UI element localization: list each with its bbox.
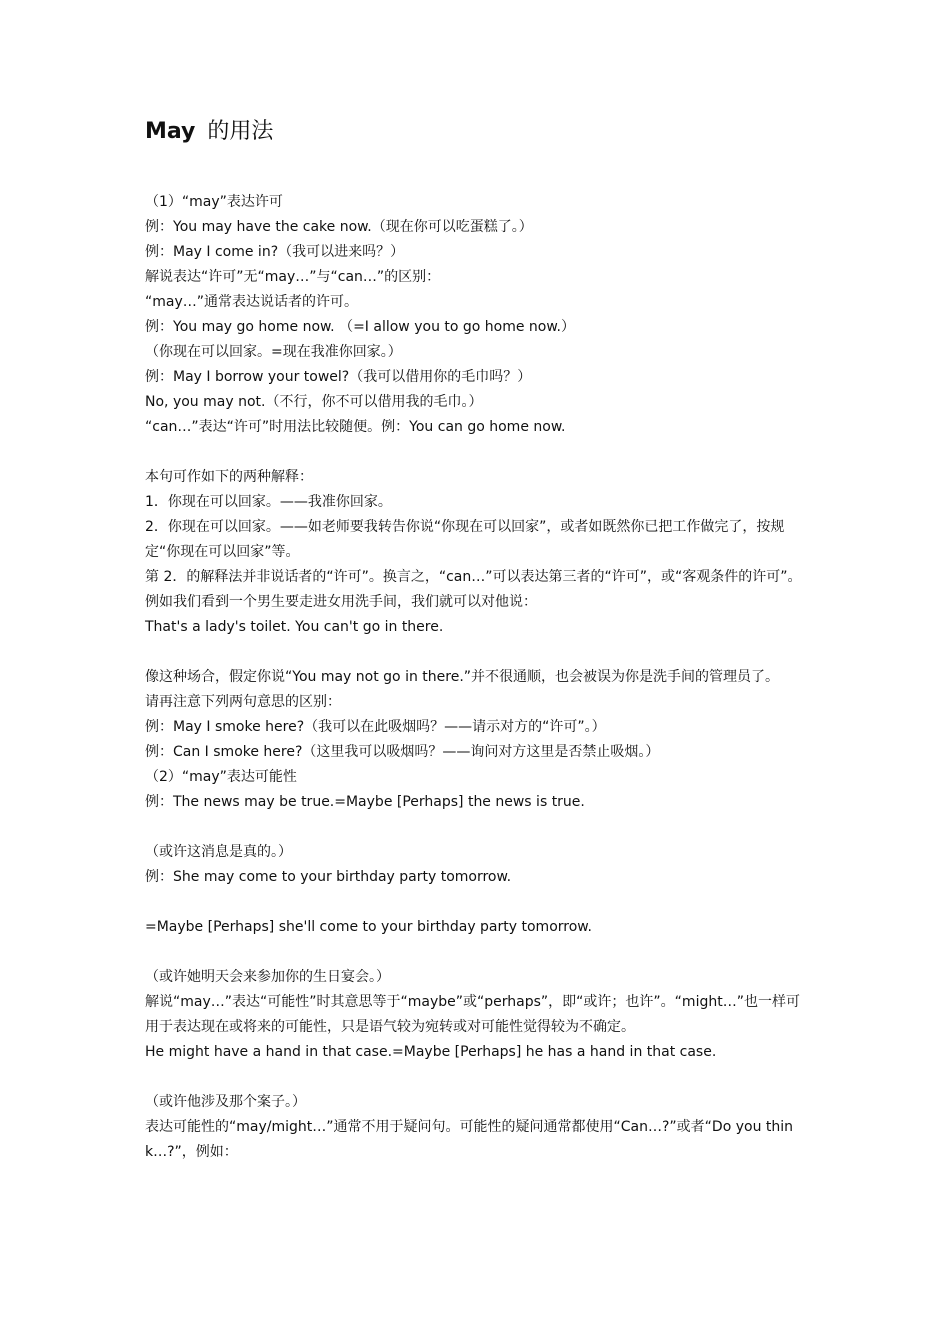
paragraph-line: 例：She may come to your birthday party tomorrow. [145, 869, 512, 885]
paragraph-line: 本句可作如下的两种解释： [145, 469, 313, 485]
paragraph-line: （或许她明天会来参加你的生日宴会。） [145, 969, 390, 985]
blank-line [145, 815, 810, 840]
paragraph-line: 2．你现在可以回家。——如老师要我转告你说“你现在可以回家”，或者如既然你已把工作做完了，按规定“你现在可以回家”等。 [145, 519, 785, 560]
paragraph-line: 例：You may go home now. （=I allow you to go home now.） [145, 319, 575, 335]
paragraph-line: 例：May I come in?（我可以进来吗？） [145, 244, 405, 260]
title-english: May [145, 119, 196, 144]
paragraph-line: 表达可能性的“may/might…”通常不用于疑问句。可能性的疑问通常都使用“Can…?”或者“Do you think…?”，例如： [145, 1119, 794, 1160]
paragraph-line: No, you may not.（不行，你不可以借用我的毛巾。） [145, 394, 483, 410]
document-page [145, 112, 810, 1165]
blank-line [145, 640, 810, 665]
paragraph-line: 例：May I smoke here?（我可以在此吸烟吗？——请示对方的“许可”。） [145, 719, 606, 735]
paragraph-line: 解说表达“许可”无“may…”与“can…”的区别： [145, 269, 441, 285]
paragraph-line: “may…”通常表达说话者的许可。 [145, 294, 359, 310]
blank-line [145, 940, 810, 965]
paragraph-line: 例：You may have the cake now.（现在你可以吃蛋糕了。） [145, 219, 533, 235]
paragraph-line: =Maybe [Perhaps] she'll come to your birthday party tomorrow. [145, 919, 592, 935]
paragraph-line: He might have a hand in that case.=Maybe [Perhaps] he has a hand in that case. [145, 1044, 717, 1060]
paragraph-line: 例：The news may be true.=Maybe [Perhaps] the news is true. [145, 794, 585, 810]
paragraph-line: 解说“may…”表达“可能性”时其意思等于“maybe”或“perhaps”，即“或许；也许”。“might…”也一样可用于表达现在或将来的可能性，只是语气较为宛转或对可能性觉得较为不确定。 [145, 994, 800, 1035]
paragraph-line: 例：Can I smoke here?（这里我可以吸烟吗？——询问对方这里是否禁止吸烟。） [145, 744, 660, 760]
blank-line [145, 890, 810, 915]
paragraph-line: （2）“may”表达可能性 [145, 769, 297, 785]
paragraph-line: （或许他涉及那个案子。） [145, 1094, 306, 1110]
paragraph-line: 第 2．的解释法并非说话者的“许可”。换言之，“can…”可以表达第三者的“许可”，或“客观条件的许可”。例如我们看到一个男生要走进女用洗手间，我们就可以对他说： [145, 569, 802, 610]
paragraph-line: 例：May I borrow your towel?（我可以借用你的毛巾吗？） [145, 369, 532, 385]
paragraph-line: 1．你现在可以回家。——我准你回家。 [145, 494, 392, 510]
paragraph-line: “can…”表达“许可”时用法比较随便。例：You can go home now. [145, 419, 566, 435]
paragraph-line: That's a lady's toilet. You can't go in there. [145, 619, 444, 635]
blank-line [145, 440, 810, 465]
paragraph-line: 请再注意下列两句意思的区别： [145, 694, 341, 710]
page-title [145, 112, 810, 152]
title-chinese: 的用法 [207, 119, 274, 144]
paragraph-line: （或许这消息是真的。） [145, 844, 292, 860]
paragraph-line: （1）“may”表达许可 [145, 194, 283, 210]
paragraph-line: 像这种场合，假定你说“You may not go in there.”并不很通顺，也会被误为你是洗手间的管理员了。 [145, 669, 780, 685]
document-body [145, 190, 810, 1165]
paragraph-line: （你现在可以回家。=现在我准你回家。） [145, 344, 402, 360]
blank-line [145, 1065, 810, 1090]
